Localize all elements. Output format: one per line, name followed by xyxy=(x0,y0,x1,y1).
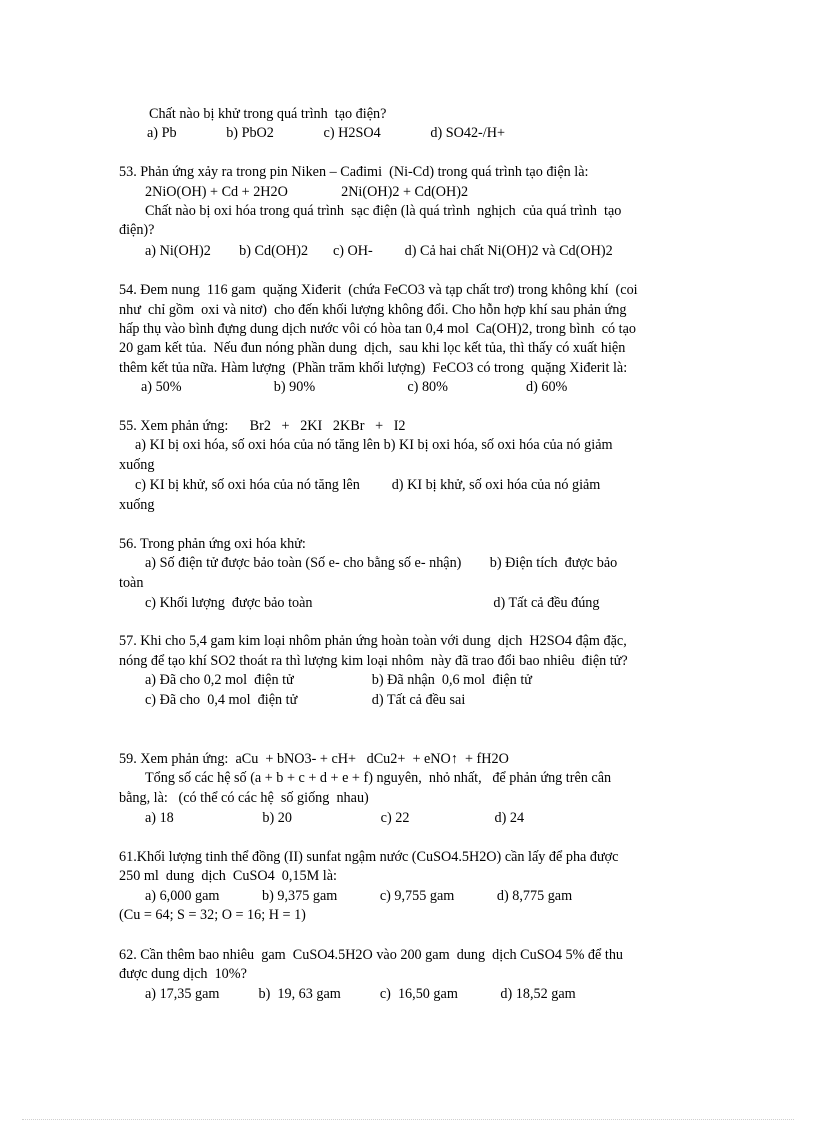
text-line: (Cu = 64; S = 32; O = 16; H = 1) xyxy=(119,907,306,923)
text-line: xuống xyxy=(119,497,155,513)
text-line: a) Số điện tử được bảo toàn (Số e- cho bằng số e- nhận) b) Điện tích được bảo xyxy=(145,555,618,571)
text-line: được dung dịch 10%? xyxy=(119,966,247,982)
text-line: Chất nào bị khử trong quá trình tạo điện? xyxy=(149,106,387,122)
answer-options: a) 17,35 gam b) 19, 63 gam c) 16,50 gam d) 18,52 gam xyxy=(145,986,576,1002)
text-line: Chất nào bị oxi hóa trong quá trình sạc điện (là quá trình nghịch của quá trình tạo xyxy=(145,203,622,219)
question-56: 56. Trong phản ứng oxi hóa khử: xyxy=(119,536,306,552)
text-line: 250 ml dung dịch CuSO4 0,15M là: xyxy=(119,868,337,884)
question-57: 57. Khi cho 5,4 gam kim loại nhôm phản ứng hoàn toàn với dung dịch H2SO4 đậm đặc, xyxy=(119,633,627,649)
text-line: 20 gam kết tủa. Nếu đun nóng phần dung dịch, sau khi lọc kết tủa, thì thấy có xuất hiện xyxy=(119,340,626,356)
answer-options: a) Ni(OH)2 b) Cd(OH)2 c) OH- d) Cả hai chất Ni(OH)2 và Cd(OH)2 xyxy=(145,243,613,259)
text-line: hấp thụ vào bình đựng dung dịch nước vôi có hòa tan 0,4 mol Ca(OH)2, trong bình có tạo xyxy=(119,321,636,337)
question-62: 62. Cần thêm bao nhiêu gam CuSO4.5H2O vào 200 gam dung dịch CuSO4 5% để thu xyxy=(119,947,624,963)
text-line: c) Khối lượng được bảo toàn d) Tất cả đều đúng xyxy=(145,595,600,611)
text-line: điện)? xyxy=(119,222,155,238)
answer-options: a) 50% b) 90% c) 80% d) 60% xyxy=(141,379,568,395)
text-line: xuống xyxy=(119,457,155,473)
page-bottom-border xyxy=(22,1119,794,1120)
text-line: a) KI bị oxi hóa, số oxi hóa của nó tăng lên b) KI bị oxi hóa, số oxi hóa của nó giảm xyxy=(135,437,613,453)
question-61: 61.Khối lượng tinh thể đồng (II) sunfat ngậm nước (CuSO4.5H2O) cần lấy để pha được xyxy=(119,849,619,865)
text-line: bằng, là: (có thể có các hệ số giống nhau) xyxy=(119,790,369,806)
text-line: c) Đã cho 0,4 mol điện tử d) Tất cả đều sai xyxy=(145,692,466,708)
reaction-equation: 2NiO(OH) + Cd + 2H2O 2Ni(OH)2 + Cd(OH)2 xyxy=(145,184,469,200)
answer-options: a) Pb b) PbO2 c) H2SO4 d) SO42-/H+ xyxy=(147,125,505,141)
text-line: Tổng số các hệ số (a + b + c + d + e + f) nguyên, nhỏ nhất, để phản ứng trên cân xyxy=(145,770,612,786)
answer-options: a) 18 b) 20 c) 22 d) 24 xyxy=(145,810,525,826)
text-line: a) Đã cho 0,2 mol điện tử b) Đã nhận 0,6 mol điện tử xyxy=(145,672,532,688)
text-line: như chỉ gồm oxi và nitơ) cho đến khối lượng không đổi. Cho hỗn hợp khí sau phản ứng xyxy=(119,302,627,318)
text-line: toàn xyxy=(119,575,144,591)
question-55: 55. Xem phản ứng: Br2 + 2KI 2KBr + I2 xyxy=(119,418,406,434)
answer-options: a) 6,000 gam b) 9,375 gam c) 9,755 gam d) 8,775 gam xyxy=(145,888,573,904)
text-line: thêm kết tủa nữa. Hàm lượng (Phần trăm khối lượng) FeCO3 có trong quặng Xiđerit là: xyxy=(119,360,628,376)
text-line: c) KI bị khử, số oxi hóa của nó tăng lên d) KI bị khử, số oxi hóa của nó giảm xyxy=(135,477,601,493)
question-54: 54. Đem nung 116 gam quặng Xiđerit (chứa FeCO3 và tạp chất trơ) trong không khí (coi xyxy=(119,282,638,298)
text-line: nóng để tạo khí SO2 thoát ra thì lượng kim loại nhôm này đã trao đổi bao nhiêu điện tử? xyxy=(119,653,628,669)
question-53: 53. Phản ứng xảy ra trong pin Niken – Cađimi (Ni-Cd) trong quá trình tạo điện là: xyxy=(119,164,589,180)
question-59: 59. Xem phản ứng: aCu + bNO3- + cH+ dCu2+ + eNO↑ + fH2O xyxy=(119,751,509,767)
